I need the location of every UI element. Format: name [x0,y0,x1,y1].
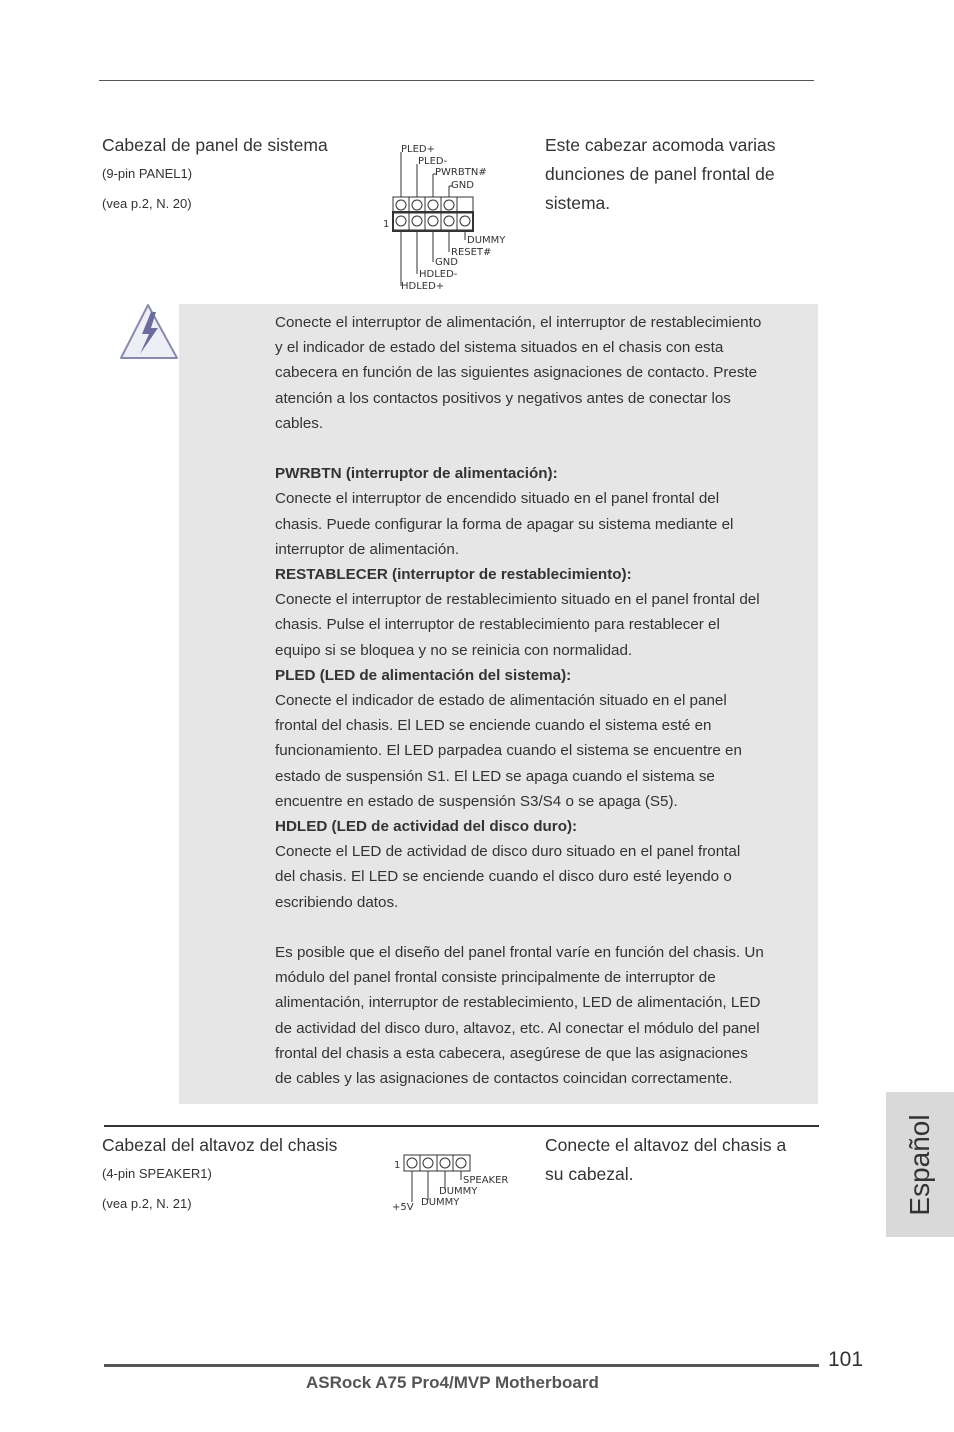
speaker-header-title: Cabezal del altavoz del chasis [102,1135,338,1155]
language-side-tab [886,1092,954,1237]
pin-circle [396,200,406,210]
speaker-header-ref: (vea p.2, N. 21) [102,1196,192,1211]
pwrbtn-heading: PWRBTN (interruptor de alimentación): [275,465,558,483]
hdled-heading: HDLED (LED de actividad del disco duro): [275,818,578,836]
pin1-marker: 1 [383,219,390,230]
label-dummy-1: DUMMY [439,1186,478,1197]
panel-header-ref: (vea p.2, N. 20) [102,196,192,211]
label-pled-minus: PLED- [418,156,448,167]
speaker-pin1-marker: 1 [394,1160,401,1171]
label-hdled-plus: HDLED+ [401,281,445,292]
label-speaker: SPEAKER [463,1175,509,1186]
reset-heading: RESTABLECER (interruptor de restablecimiento): [275,566,632,584]
panel-header-pinout-diagram [380,140,520,295]
panel-header-pins: (9-pin PANEL1) [102,166,193,181]
warning-lightning-icon [118,302,180,362]
page-number: 101 [828,1348,864,1371]
language-tab-label: Español [904,1113,935,1216]
pin-row-outline [393,212,473,231]
label-reset: RESET# [451,247,492,258]
label-pwrbtn: PWRBTN# [435,167,487,178]
footer-product-name: ASRock A75 Pro4/MVP Motherboard [306,1373,599,1392]
panel-header-title: Cabezal de panel de sistema [102,135,328,155]
speaker-header-pinout-diagram [390,1150,520,1215]
footer-rule [104,1364,819,1367]
pin-square-top-1 [393,197,409,213]
label-pled-plus: PLED+ [401,144,435,155]
label-gnd-top: GND [451,180,474,191]
section-divider [104,1125,819,1127]
label-dummy: DUMMY [467,235,506,246]
speaker-header-pins: (4-pin SPEAKER1) [102,1166,212,1181]
top-rule [99,80,814,81]
panel-header-description: Este cabezar acomoda varias dunciones de panel frontal de sistema. [545,135,776,213]
pin-square-top-5 [457,197,473,213]
speaker-header-description: Conecte el altavoz del chasis a su cabezal. [545,1135,787,1184]
label-hdled-minus: HDLED- [419,269,458,280]
label-5v: +5V [392,1202,414,1213]
note-text: Conecte el interruptor de alimentación, el interruptor de restablecimiento y el indicador de estado del sistema situados en el chasis con esta cabecera en función de las siguientes asignaciones de contacto. Preste atención a los contactos positivos y negativos antes de conectar los cables. PWRBTN (interruptor de alimentación): Conecte el interruptor de encendido situado en el panel frontal del chasis. Puede configurar la forma de apagar su sistema mediante el interruptor de alimentación. RESTABLECER (interruptor de restablecimiento): Conecte el interruptor de restablecimiento situado en el panel frontal del chasis. Pulse el interruptor de restablecimiento para restablecer el equipo si se bloquea y no se reinicia con normalidad. PLED (LED de alimentación del sistema): Conecte el indicador de estado de alimentación situado en el panel frontal del chasis. El LED se enciende cuando el sistema esté en funcionamiento. El LED parpadea cuando el sistema se encuentre en estado de suspensión S1. El LED se apaga cuando el sistema se encuentre en estado de suspensión S3/S4 o se apaga (S5). HDLED (LED de actividad del disco duro): Conecte el LED de actividad de disco duro situado en el panel frontal del chasis. El LED se enciende cuando el disco duro esté leyendo o escribiendo datos. Es posible que el diseño del panel frontal varíe en función del chasis. Un módulo del panel frontal consiste principalmente de interruptor de alimentación, interruptor de restablecimiento, LED de alimentación, LED de actividad del disco duro, altavoz, etc. Al conectar el módulo del panel frontal del chasis a esta cabecera, asegúrese de que las asignaciones de cables y las asignaciones de contactos coincidan correctamente. [275,314,764,1088]
label-gnd-bottom: GND [435,257,458,268]
label-dummy-2: DUMMY [421,1197,460,1208]
pled-heading: PLED (LED de alimentación del sistema): [275,666,572,684]
